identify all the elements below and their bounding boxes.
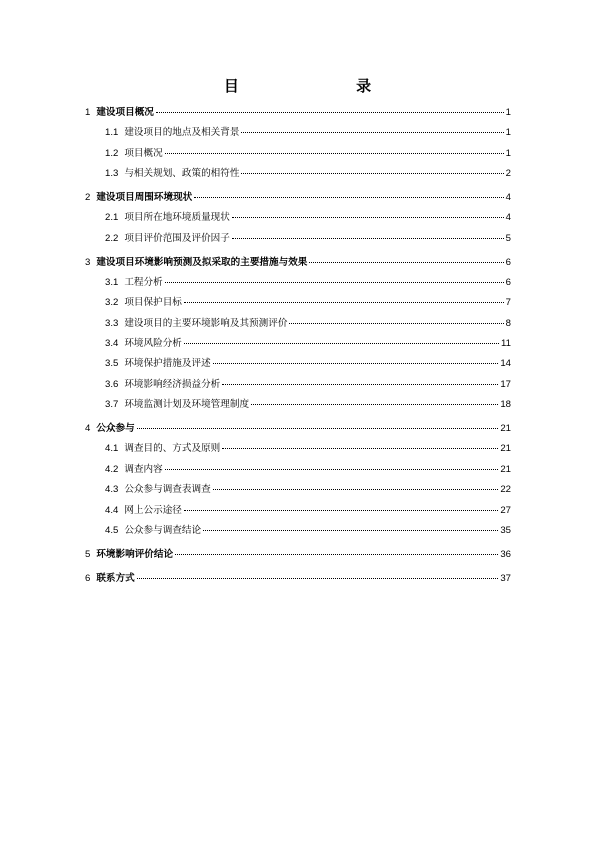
toc-section-entry[interactable] [85, 354, 511, 374]
toc-entry-number: 1.1 [105, 127, 119, 139]
toc-entry-title: 与相关规划、政策的相符性 [124, 168, 240, 180]
toc-dot-leader [241, 173, 503, 174]
toc-entry-number: 3.2 [105, 297, 119, 309]
toc-entry-page-number: 36 [500, 548, 511, 560]
toc-dot-leader [309, 262, 503, 263]
toc-entry-page-number: 5 [505, 232, 511, 244]
toc-entry-page-number: 21 [500, 423, 511, 435]
toc-section-entry[interactable] [85, 480, 511, 500]
toc-dot-leader [289, 323, 503, 324]
toc-entry-page-number: 27 [500, 504, 511, 516]
toc-entry-number: 2 [85, 191, 91, 203]
toc-entry-title: 网上公示途径 [124, 504, 182, 516]
toc-chapter-entry[interactable] [85, 253, 511, 273]
toc-entry-page-number: 18 [500, 399, 511, 411]
toc-chapter-entry[interactable] [85, 103, 511, 123]
toc-entry-number: 2.1 [105, 212, 119, 224]
toc-chapter-entry[interactable] [85, 188, 511, 208]
toc-section-entry[interactable] [85, 521, 511, 541]
toc-entry-page-number: 21 [500, 443, 511, 455]
toc-section-entry[interactable] [85, 273, 511, 293]
toc-entry-title: 环境影响经济损益分析 [124, 378, 221, 390]
toc-entry-title: 公众参与调查表调查 [124, 484, 211, 496]
toc-dot-leader [222, 384, 498, 385]
toc-chapter-entry[interactable] [85, 545, 511, 565]
toc-entry-page-number: 11 [501, 338, 511, 350]
toc-entry-title: 项目评价范围及评价因子 [124, 232, 230, 244]
toc-entry-title: 建设项目周围环境现状 [96, 191, 193, 203]
toc-entry-number: 3.1 [105, 276, 119, 288]
toc-entry-number: 3.4 [105, 338, 119, 350]
toc-chapter-entry[interactable] [85, 419, 511, 439]
toc-title: 目 录 [223, 77, 428, 95]
toc-entry-page-number: 14 [500, 358, 511, 370]
toc-entry-number: 5 [85, 548, 91, 560]
toc-entry-title: 公众参与 [96, 423, 135, 435]
toc-dot-leader [175, 554, 498, 555]
toc-entry-number: 1.3 [105, 168, 119, 180]
toc-entry-number: 4 [85, 423, 91, 435]
toc-section-entry[interactable] [85, 123, 511, 143]
toc-entry-page-number: 21 [500, 463, 511, 475]
toc-entry-number: 3.6 [105, 378, 119, 390]
toc-entry-number: 3.3 [105, 317, 119, 329]
toc-entry-page-number: 6 [505, 276, 511, 288]
toc-section-entry[interactable] [85, 334, 511, 354]
toc-section-entry[interactable] [85, 229, 511, 249]
toc-entry-page-number: 1 [505, 147, 511, 159]
toc-section-entry[interactable] [85, 164, 511, 184]
toc-dot-leader [156, 112, 504, 113]
toc-entry-page-number: 7 [505, 297, 511, 309]
toc-entry-number: 2.2 [105, 232, 119, 244]
toc-section-entry[interactable] [85, 375, 511, 395]
toc-list [85, 103, 511, 589]
toc-section-entry[interactable] [85, 439, 511, 459]
toc-entry-number: 3 [85, 256, 91, 268]
toc-entry-page-number: 8 [505, 317, 511, 329]
toc-dot-leader [165, 153, 504, 154]
toc-dot-leader [184, 343, 499, 344]
toc-section-entry[interactable] [85, 144, 511, 164]
toc-entry-number: 4.2 [105, 463, 119, 475]
toc-entry-title: 环境风险分析 [124, 338, 182, 350]
toc-section-entry[interactable] [85, 314, 511, 334]
toc-dot-leader [232, 238, 504, 239]
toc-entry-page-number: 37 [500, 572, 511, 584]
toc-chapter-entry[interactable] [85, 569, 511, 589]
toc-entry-title: 环境保护措施及评述 [124, 358, 211, 370]
toc-entry-title: 环境监测计划及环境管理制度 [124, 399, 250, 411]
toc-entry-page-number: 17 [500, 378, 511, 390]
toc-dot-leader [165, 282, 504, 283]
toc-entry-title: 调查内容 [124, 463, 163, 475]
toc-entry-page-number: 1 [505, 107, 511, 118]
toc-entry-page-number: 2 [505, 168, 511, 180]
toc-entry-title: 环境影响评价结论 [96, 548, 174, 560]
toc-dot-leader [194, 197, 503, 198]
toc-section-entry[interactable] [85, 208, 511, 228]
toc-entry-number: 3.5 [105, 358, 119, 370]
toc-entry-number: 6 [85, 572, 91, 584]
toc-dot-leader [232, 217, 504, 218]
toc-entry-title: 公众参与调查结论 [124, 524, 202, 536]
toc-entry-title: 建设项目的主要环境影响及其预测评价 [124, 317, 288, 329]
toc-entry-title: 建设项目环境影响预测及拟采取的主要措施与效果 [96, 256, 308, 268]
toc-dot-leader [241, 132, 503, 133]
toc-entry-page-number: 4 [505, 212, 511, 224]
toc-entry-page-number: 6 [505, 256, 511, 268]
toc-dot-leader [184, 510, 498, 511]
toc-section-entry[interactable] [85, 395, 511, 415]
toc-dot-leader [213, 363, 499, 364]
toc-entry-title: 建设项目概况 [96, 107, 154, 118]
toc-entry-page-number: 22 [500, 484, 511, 496]
toc-entry-title: 项目保护目标 [124, 297, 182, 309]
toc-entry-title: 调查目的、方式及原则 [124, 443, 221, 455]
toc-entry-title: 建设项目的地点及相关背景 [124, 127, 240, 139]
toc-entry-number: 4.1 [105, 443, 119, 455]
toc-dot-leader [251, 404, 498, 405]
toc-dot-leader [222, 448, 498, 449]
toc-section-entry[interactable] [85, 293, 511, 313]
toc-dot-leader [213, 489, 499, 490]
toc-section-entry[interactable] [85, 501, 511, 521]
toc-entry-title: 联系方式 [96, 572, 135, 584]
toc-entry-page-number: 1 [505, 127, 511, 139]
toc-entry-number: 1 [85, 107, 91, 118]
toc-entry-number: 4.5 [105, 524, 119, 536]
toc-dot-leader [184, 302, 504, 303]
toc-entry-title: 项目概况 [124, 147, 163, 159]
toc-entry-number: 3.7 [105, 399, 119, 411]
toc-entry-number: 4.3 [105, 484, 119, 496]
toc-entry-number: 1.2 [105, 147, 119, 159]
toc-dot-leader [137, 428, 499, 429]
toc-entry-title: 项目所在地环境质量现状 [124, 212, 230, 224]
toc-section-entry[interactable] [85, 460, 511, 480]
toc-entry-title: 工程分析 [124, 276, 163, 288]
toc-dot-leader [203, 530, 498, 531]
toc-entry-number: 4.4 [105, 504, 119, 516]
toc-entry-page-number: 4 [505, 191, 511, 203]
toc-dot-leader [137, 578, 499, 579]
toc-dot-leader [165, 469, 499, 470]
toc-entry-page-number: 35 [500, 524, 511, 536]
